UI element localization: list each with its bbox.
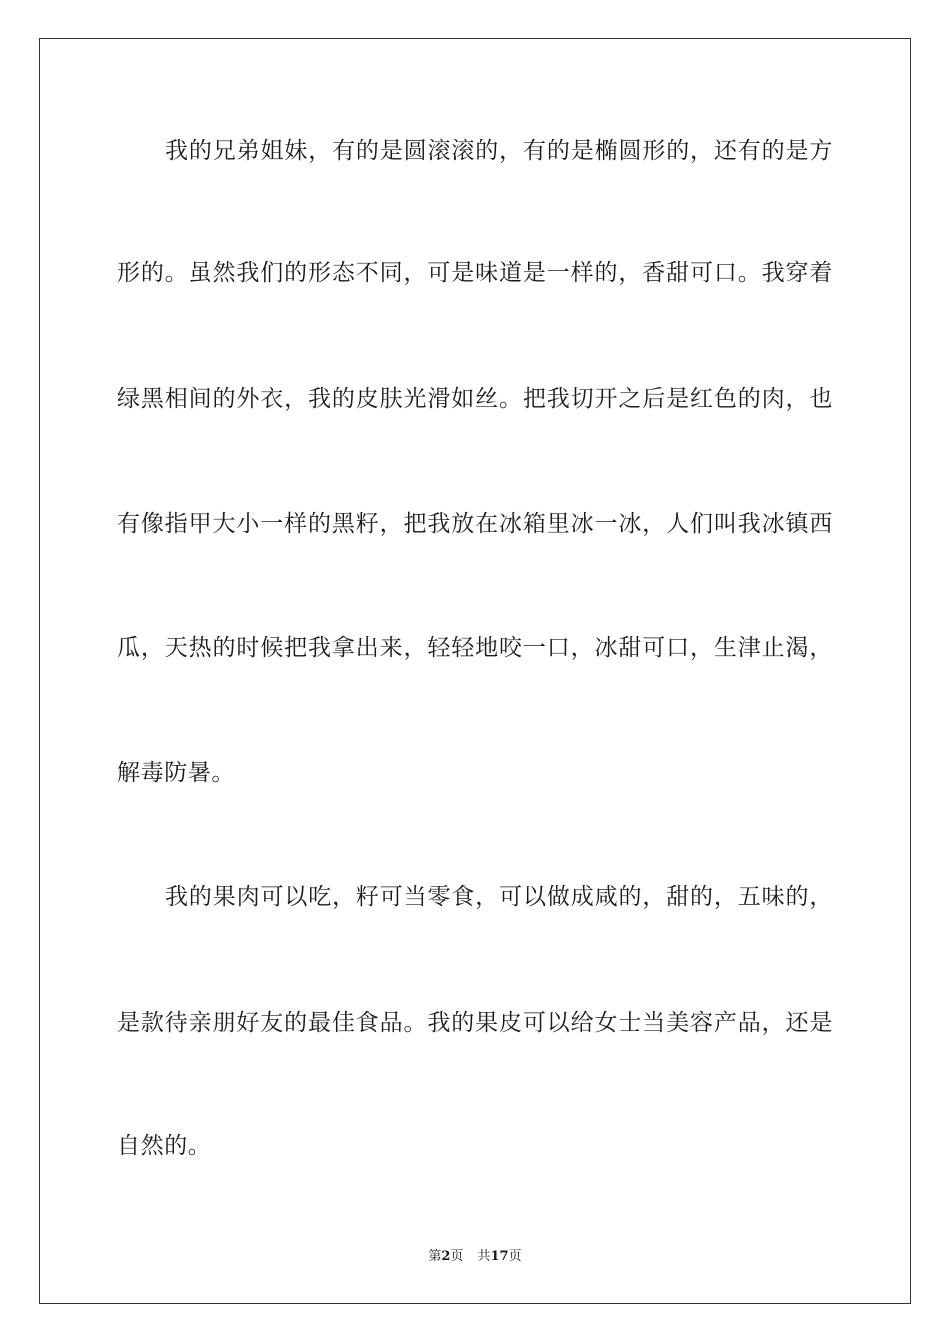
paragraph-1-line-5: 瓜，天热的时候把我拿出来，轻轻地咬一口，冰甜可口，生津止渴， <box>117 635 833 661</box>
page-border <box>39 38 911 1304</box>
paragraph-2-line-2: 是款待亲朋好友的最佳食品。我的果皮可以给女士当美容产品，还是 <box>117 1010 833 1036</box>
paragraph-1-line-4: 有像指甲大小一样的黑籽，把我放在冰箱里冰一冰，人们叫我冰镇西 <box>117 511 833 537</box>
page-suffix: 页 <box>450 1249 464 1264</box>
paragraph-2-line-3: 自然的。 <box>117 1133 212 1159</box>
total-pages: 17 <box>490 1249 509 1264</box>
paragraph-1-line-2: 形的。虽然我们的形态不同，可是味道是一样的，香甜可口。我穿着 <box>117 260 833 286</box>
page-number: 2 <box>441 1249 451 1264</box>
page-prefix: 第 <box>428 1249 442 1264</box>
total-prefix: 共 <box>477 1249 491 1264</box>
paragraph-1-line-1: 我的兄弟姐妹，有的是圆滚滚的，有的是椭圆形的，还有的是方 <box>165 138 833 164</box>
paragraph-1-line-6: 解毒防暑。 <box>117 760 235 786</box>
paragraph-1-line-3: 绿黑相间的外衣，我的皮肤光滑如丝。把我切开之后是红色的肉，也 <box>117 386 833 412</box>
page-footer <box>0 1248 950 1266</box>
paragraph-2-line-1: 我的果肉可以吃，籽可当零食，可以做成咸的，甜的，五味的， <box>165 884 833 910</box>
total-suffix: 页 <box>508 1249 522 1264</box>
